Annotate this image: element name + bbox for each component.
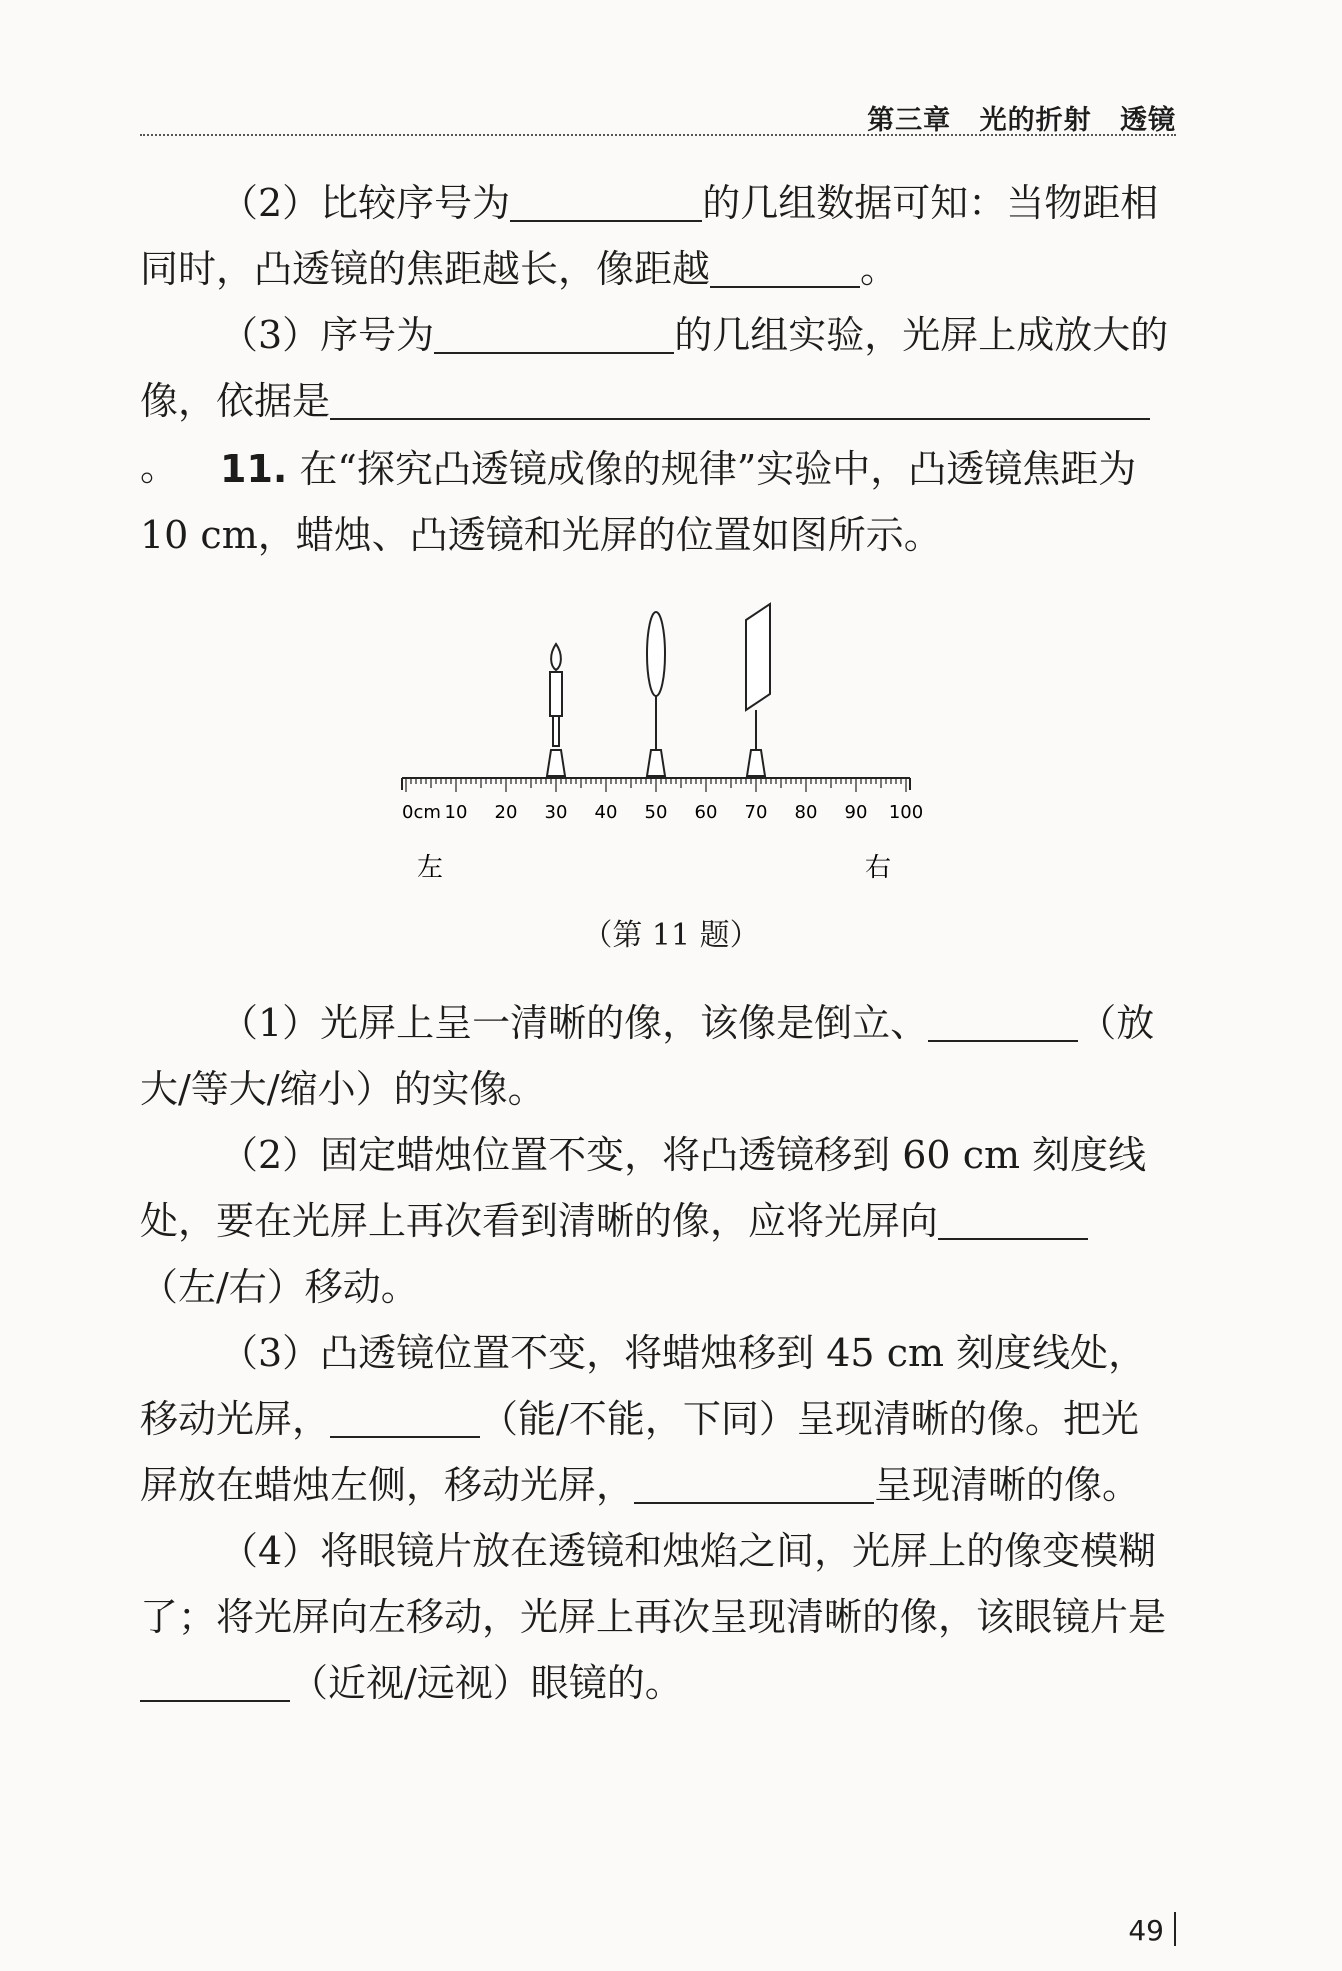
answer-blank[interactable] — [434, 312, 674, 354]
optical-bench-figure — [390, 600, 930, 890]
ruler-ticks — [406, 778, 906, 792]
answer-blank[interactable] — [140, 1660, 290, 1702]
ruler-tick-label: 100 — [888, 802, 924, 823]
lens-body — [647, 612, 665, 696]
ruler-tick-label: 50 — [644, 802, 668, 823]
q10-part2 — [140, 170, 1176, 302]
candle-holder — [553, 716, 559, 746]
q10-part3-text-b: 的几组实验，光屏上成放大的像，依据是 — [140, 313, 1169, 423]
chapter-number: 第三章 — [867, 105, 952, 136]
answer-blank[interactable] — [510, 180, 702, 222]
candle — [547, 644, 565, 776]
answer-blank[interactable] — [938, 1198, 1088, 1240]
screen-panel — [746, 604, 770, 710]
q11-stem — [140, 436, 1176, 568]
answer-blank[interactable] — [330, 378, 1150, 420]
q11-sub1-text-a: （1）光屏上呈一清晰的像，该像是倒立、 — [220, 1001, 929, 1045]
chapter-subtitle: 透镜 — [1120, 105, 1176, 136]
answer-blank[interactable] — [710, 246, 860, 288]
screen-stand — [747, 750, 765, 776]
lens-stand — [647, 750, 665, 776]
q11-sub2-text-a: （2）固定蜡烛位置不变，将凸透镜移到 60 cm 刻度线处，要在光屏上再次看到清晰的像，应将光屏向 — [140, 1133, 1147, 1243]
page-number-bar — [1174, 1912, 1176, 1946]
q10-part3-text-a: （3）序号为 — [220, 313, 435, 357]
q10-part2-text-c: 。 — [860, 247, 899, 291]
q11-sub2-text-b: （左/右）移动。 — [140, 1265, 419, 1309]
q11-sub4-text-a: （4）将眼镜片放在透镜和烛焰之间，光屏上的像变模糊了；将光屏向左移动，光屏上再次呈现清晰的像，该眼镜片是 — [140, 1529, 1167, 1639]
q10-part2-text-b: 的几组数据可知：当物距相同时，凸透镜的焦距越长，像距越 — [140, 181, 1159, 291]
q11-sub3 — [140, 1320, 1176, 1518]
q11-sub3-text-a: （3）凸透镜位置不变，将蜡烛移到 45 cm 刻度线处，移动光屏， — [140, 1331, 1147, 1441]
ruler-tick-label: 40 — [594, 802, 618, 823]
figure-caption: （第 11 题） — [582, 918, 760, 953]
q11-sub3-text-c: 呈现清晰的像。 — [874, 1463, 1141, 1507]
chapter-header — [849, 98, 1176, 137]
page-number-text: 49 — [1128, 1914, 1164, 1947]
ruler-tick-label: 60 — [694, 802, 718, 823]
ruler-tick-label: 70 — [744, 802, 768, 823]
q11-sub4-text-b: （近视/远视）眼镜的。 — [290, 1661, 683, 1705]
ruler-tick-label: 20 — [494, 802, 518, 823]
page-number — [1128, 1912, 1176, 1947]
question-number: 11. — [220, 447, 288, 491]
ruler-labels — [402, 802, 923, 823]
header-divider — [140, 134, 1176, 136]
q11-sub4 — [140, 1518, 1176, 1716]
candle-flame — [551, 644, 561, 670]
q11-sub1 — [140, 990, 1176, 1122]
candle-body — [550, 672, 562, 716]
light-screen — [746, 604, 770, 776]
ruler-tick-label: 10 — [444, 802, 468, 823]
q11-sub3-text-b: （能/不能，下同）呈现清晰的像。把光屏放在蜡烛左侧，移动光屏， — [140, 1397, 1139, 1507]
q11-stem-text: 在“探究凸透镜成像的规律”实验中，凸透镜焦距为10 cm，蜡烛、凸透镜和光屏的位置如图所示。 — [140, 447, 1137, 557]
candle-stand — [547, 750, 565, 776]
answer-blank[interactable] — [330, 1396, 480, 1438]
answer-blank[interactable] — [634, 1462, 874, 1504]
right-label: 右 — [864, 853, 892, 883]
q11-sub1-text-b: （放大/等大/缩小）的实像。 — [140, 1001, 1155, 1111]
answer-blank[interactable] — [928, 1000, 1078, 1042]
ruler-tick-label: 90 — [844, 802, 868, 823]
convex-lens — [647, 612, 665, 776]
ruler-tick-label: 80 — [794, 802, 818, 823]
chapter-title: 光的折射 — [979, 105, 1092, 136]
ruler-tick-label: 30 — [544, 802, 568, 823]
q10-part2-text-a: （2）比较序号为 — [220, 181, 511, 225]
left-label: 左 — [416, 853, 444, 883]
q11-sub2 — [140, 1122, 1176, 1320]
q10-part3-text-c: 。 — [140, 445, 179, 489]
ruler-tick-label: 0cm — [402, 802, 441, 823]
